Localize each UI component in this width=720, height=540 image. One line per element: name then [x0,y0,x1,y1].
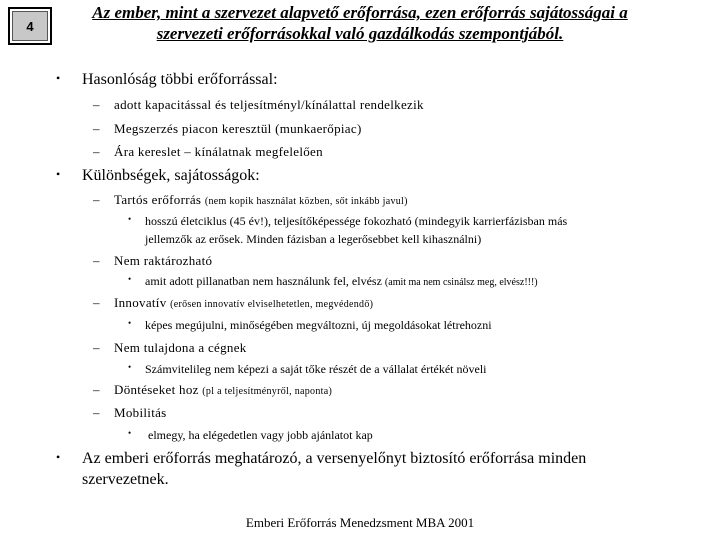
sub-item [128,362,487,377]
sub-marker: • [128,362,132,372]
bullet-label: szervezetnek. [82,471,169,488]
bullet-label: Különbségek, sajátosságok: [82,167,260,184]
sub-item [128,318,492,333]
list-item-text: Nem tulajdona a cégnek [114,340,247,355]
dash-marker: – [93,144,100,159]
slide-footer: Emberi Erőforrás Menedzsment MBA 2001 [245,515,475,530]
list-item-text: Ára kereslet – kínálatnak megfelelően [114,144,323,159]
dash-marker: – [93,192,100,207]
sub-item-text: hosszú életciklus (45 év!), teljesítőképessége fokozható (mindegyik karrierfázisban más [145,214,568,228]
sub-item-text: elmegy, ha elégedetlen vagy jobb ajánlatot kap [148,428,373,442]
sub-marker: • [128,274,132,284]
list-item-text: Megszerzés piacon keresztül (munkaerőpiac) [114,121,362,136]
dash-marker: – [93,97,100,112]
sub-item [128,214,568,229]
bullet-hasonlosag [56,71,278,89]
bullet-label: Hasonlóság többi erőforrással: [82,71,278,88]
sub-item-text: Számvitelileg nem képezi a saját tőke részét de a vállalat értékét növeli [145,362,487,376]
sub-item-text: jellemzők az erősek. Minden fázisban a legerősebbet kell kihasználni) [145,232,482,246]
sub-marker: • [128,318,132,328]
bullet-marker: • [56,167,61,181]
list-item [93,121,362,137]
list-item-raktar [93,253,213,269]
list-item-tulajdon [93,340,247,356]
list-item-text: adott kapacitással és teljesítményl/kínálattal rendelkezik [114,97,424,112]
bullet-marker: • [56,71,61,85]
list-item-note: (pl a teljesítményről, naponta) [202,386,333,397]
bullet-conclusion-continuation [82,471,169,489]
sub-item-text: képes megújulni, minőségében megváltozni, új megoldásokat létrehozni [145,318,492,332]
list-item-dontes [93,382,333,398]
bullet-label: Az emberi erőforrás meghatározó, a versenyelőnyt biztosító erőforrása minden [82,450,587,467]
list-item-tartos [93,192,408,208]
list-item-note: (nem kopik használat közben, sőt inkább javul) [204,196,408,207]
bullet-kulonbsegek [56,167,260,185]
bullet-marker: • [56,450,61,464]
list-item-text: Nem raktározható [114,253,213,268]
sub-marker: • [128,214,132,224]
dash-marker: – [93,382,100,397]
slide-title: Az ember, mint a szervezet alapvető erőforrása, ezen erőforrás sajátosságai a szervezeti erőforrásokkal való gazdálkodás szempontjából. [92,3,628,43]
list-item-text: Mobilitás [114,405,167,420]
list-item-text: Döntéseket hoz [114,382,199,397]
dash-marker: – [93,405,100,420]
dash-marker: – [93,295,100,310]
list-item-innovativ [93,295,374,311]
slide-number: 4 [12,11,48,41]
sub-item [128,274,538,289]
bullet-conclusion [56,450,587,468]
dash-marker: – [93,253,100,268]
dash-marker: – [93,340,100,355]
sub-item-note: (amit ma nem csinálsz meg, elvész!!!) [384,277,538,288]
slide-number-badge [8,7,52,45]
list-item-mobilitas [93,405,167,421]
sub-item-text: amit adott pillanatban nem használunk fel, elvész [145,274,382,288]
list-item [93,144,323,160]
list-item-note: (erősen innovatív elvisel​hetetlen, megvédendő) [170,299,374,310]
list-item-text: Innovatív [114,295,167,310]
sub-marker: • [128,428,132,438]
sub-item-continuation [145,232,481,247]
sub-item [128,428,373,443]
list-item [93,97,424,113]
dash-marker: – [93,121,100,136]
list-item-text: Tartós erőforrás [114,192,202,207]
